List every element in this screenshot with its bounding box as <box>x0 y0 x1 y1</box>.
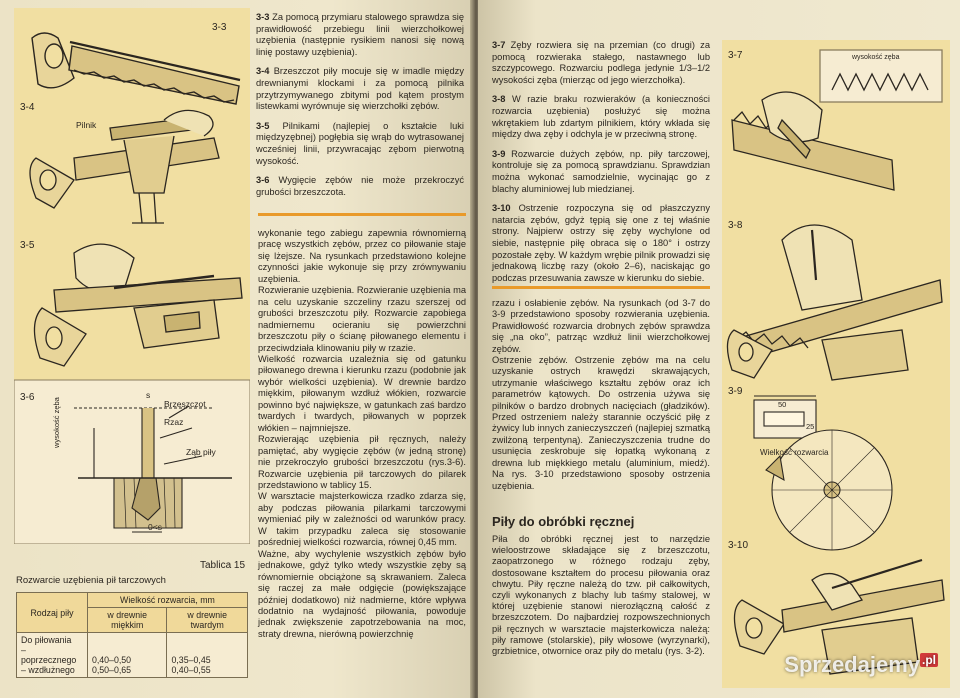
table-title: Rozwarcie uzębienia pił tarczowych <box>16 575 166 586</box>
section-body <box>492 534 710 657</box>
caption-3-9: 3-9 Rozwarcie dużych zębów, np. piły tarczowej, kontroluje się za pomocą sprawdzianu. Sprawdzian można wykonać samodzielnie, wycinając go z blachy aluminiowej lub miedzianej. <box>492 148 710 194</box>
watermark-logo: Sprzedajemy $^{.pl}$ <box>784 652 936 677</box>
figure-3-9-drawing <box>754 396 892 550</box>
paragraph: wykonanie tego zabiegu zapewnia równomierną pracę wszystkich zębów, przez co piłowanie staje się lżejsze. Na rysunkach przedstawiono kolejne czynności jakie wykonuje się przy zrównywaniu uzębienia. <box>258 228 466 284</box>
table-cell: 0,40–0,50 0,50–0,65 <box>87 633 167 678</box>
figure-label: 50 <box>778 400 787 409</box>
body-text-right <box>492 298 710 492</box>
caption-3-4: 3-4 Brzeszczot piły mocuje się w imadle między drewnianymi klockami i za pomocą pilnika przytrzymywanego zbitymi pod kątem prostym listewkami wyrównuje się wierzchołki zębów. <box>256 66 464 112</box>
saw-illustrations-left <box>14 8 250 544</box>
right-page <box>478 0 960 698</box>
figure-label: 0<s <box>148 522 162 532</box>
figure-3-5-drawing <box>34 244 242 366</box>
figure-label: Wielkość rozwarcia <box>760 448 829 457</box>
figure-3-3-drawing <box>32 33 240 104</box>
figure-number: 3-3 <box>212 22 227 33</box>
paragraph: Piła do obróbki ręcznej jest to narzędzie wieloostrzowe składające się z brzeszczotu, zaopatrzonego w różnego rodzaju zęby, dostosowane kształtem do procesu piłowania oraz chwytu. Piły ręczne należą do tzw. pił całkowitych, czyli wykonanych z blachy lub taśmy stalowej, w której uzębienie stanowi nierozłączną całość z brzeszczotem. Do najbardziej rozpowszechnionych pił ręcznych w warsztacie majsterkowicza należą: piły ramowe (stolarskie), piły włosowe (wyrzynarki), grzbietnice, otwornice oraz piły do metalu (rys. 3-2). <box>492 534 710 657</box>
figure-label: wysokość zęba <box>52 397 61 448</box>
figure-number: 3-5 <box>20 240 35 251</box>
table-header-cell: Rodzaj piły <box>17 593 88 633</box>
caption-3-5: 3-5 Pilnikami (najlepiej o kształcie luki międzyzębnej) pogłębia się wrąb do wytrasowanej wcześniej linii, przywracając zębom pierwotną wysokość. <box>256 120 464 166</box>
paragraph: Rozwieranie uzębienia. Rozwieranie uzębienia ma na celu uzyskanie szczeliny rzazu szerszej od grubości brzeszczotu piły. Rozwarcie zapobiega nadmiernemu ocieraniu się powierzchni brzeszczotu piły o ścianę piłowanego elementu i przeciwdziała klinowaniu piły w rzazie. <box>258 285 466 353</box>
figure-label: 25 <box>806 422 815 431</box>
left-page <box>0 0 474 698</box>
caption-3-8: 3-8 W razie braku rozwieraków (a konieczności rozwarcia uzębienia) posłużyć się można wkrętakiem lub zdartym pilnikiem, który wkłada się między dwa zęby i odchyla je w przeciwną stronę. <box>492 94 710 140</box>
section-divider <box>258 213 466 216</box>
body-text-left <box>258 228 466 640</box>
table-15 <box>16 592 248 678</box>
paragraph: W warsztacie majsterkowicza rzadko zdarza się, aby podczas piłowania pilarkami tarczowymi wymieniać piły w zależności od warunków pracy. W takim przypadku zaleca się stosowanie pośredniej wielkości rozwarcia, równej 0,45 mm. <box>258 491 466 548</box>
table-header-cell: Wielkość rozwarcia, mm <box>87 593 247 608</box>
section-title: Piły do obróbki ręcznej <box>492 514 635 529</box>
figure-label: Ząb piły <box>186 447 216 457</box>
figure-label: Rzaz <box>164 417 184 427</box>
caption-3-10: 3-10 Ostrzenie rozpoczyna się od płaszczyzny natarcia zębów, gdyż tępią się one z tej właśnie strony. Najpierw ostrzy się zęby wychylone od siebie, następnie piłę obraca się o 180° i ostrzy pozostałe zęby. W każdym wrębie pilnik prowadzi się jednakową liczbę razy (około 2–6), naciskając go podczas przesuwania zawsze w kierunku do siebie. <box>492 203 710 283</box>
figure-number: 3-8 <box>728 220 743 231</box>
figure-3-8-drawing <box>727 225 942 380</box>
figure-number: 3-9 <box>728 386 743 397</box>
illustration-panel-right <box>722 40 950 688</box>
figure-label: wysokość zęba <box>852 54 900 61</box>
figure-label: s <box>146 390 151 400</box>
caption-3-6: 3-6 Wygięcie zębów nie może przekroczyć grubości brzeszczota. <box>256 175 464 197</box>
figure-number: 3-7 <box>728 50 743 61</box>
paragraph: Wielkość rozwarcia uzależnia się od gatunku piłowanego drewna i kierunku rzazu (podobnie jak wybór wielkości uzębienia). W drewnie bardzo miękkim, piłowanym wzdłuż włókien, rozwarcie powinno być największe, w gatunkach zaś bardzo twardych i twardych, piłowanych w poprzek włókien – najmniejsze. <box>258 353 466 433</box>
paragraph: Ostrzenie zębów. Ostrzenie zębów ma na celu uzyskanie ostrych krawędzi skrawających, utrzymanie właściwego kształtu zębów oraz ich parametrów kątowych. Do ostrzenia używa się pilników o bardzo drobnych nacięciach (gładzików). Przed ostrzeniem należy starannie oczyścić piłę z żywicy lub innych zanieczyszczeń (najlepiej szmatką zwilżoną terpentyną). Zanieczyszczenia trudne do usunięcia zeskrobuje się łopatką wykonaną z drewna lub miękkiego metalu (aluminium, miedź). Na rys. 3-10 przedstawiono sposoby ostrzenia uzębienia. <box>492 355 710 491</box>
figure-3-7-drawing <box>732 50 942 190</box>
table-caption: Tablica 15 <box>200 560 246 571</box>
table-cell: 0,35–0,45 0,40–0,55 <box>167 633 248 678</box>
figure-label: Pilnik <box>76 120 97 130</box>
figure-captions-right <box>492 40 710 292</box>
figure-label: Brzeszczot <box>164 399 206 409</box>
saw-illustrations-right <box>722 40 950 688</box>
table-header-cell: w drewnie twardym <box>167 608 248 633</box>
table-header-cell: w drewnie miękkim <box>87 608 167 633</box>
figure-captions-left <box>256 12 464 206</box>
figure-number: 3-4 <box>20 102 35 113</box>
caption-3-7: 3-7 Zęby rozwiera się na przemian (co drugi) za pomocą rozwieraka stałego, nastawnego lub szczypcowego. Rozwarciu podlega jedynie 1/3–1/2 wysokości zęba (mierząc od jego wierzchołka). <box>492 40 710 85</box>
figure-3-4-drawing <box>30 110 219 223</box>
figure-number: 3-6 <box>20 392 35 403</box>
paragraph: rzazu i osłabienie zębów. Na rysunkach (od 3-7 do 3-9 przedstawiono sposoby rozwierania uzębienia. Prawidłowość rozwarcia drobnych zębów sprawdza się „na oko”, patrząc wzdłuż linii wierzchołkowej zębów. <box>492 298 710 354</box>
illustration-panel-left <box>14 8 250 544</box>
table-cell: Do piłowania – poprzecznego – wzdłużnego <box>17 633 88 678</box>
section-divider <box>492 286 710 289</box>
caption-3-3: 3-3 Za pomocą przymiaru stalowego sprawdza się prawidłowość przebiegu linii wierzchołkowej uzębienia (następnie rysikiem nanosi się nową linię postawy uzębienia). <box>256 12 464 57</box>
figure-number: 3-10 <box>728 540 749 551</box>
paragraph: Ważne, aby wychylenie wszystkich zębów było jednakowe, gdyż tylko wtedy wszystkie zęby są równomiernie obciążone są skrawaniem. Zaleca się raczej za małe odgięcie (powiększające później dodatkowo) niż nadmierne, które wpływa dodatnio na wydajność piłowania, powoduje jednak zwiększenie zapotrzebowania na moc, straty drewna, nierówną powierzchnię <box>258 548 466 639</box>
paragraph: Rozwierając uzębienia pił ręcznych, należy pamiętać, aby wygięcie zębów (w jedną stronę) nie przekroczyło grubości brzeszczotu (rys.3-6). Rozwarcie uzębienia pił tarczowych do pilarek przedstawiono w tablicy 15. <box>258 434 466 490</box>
